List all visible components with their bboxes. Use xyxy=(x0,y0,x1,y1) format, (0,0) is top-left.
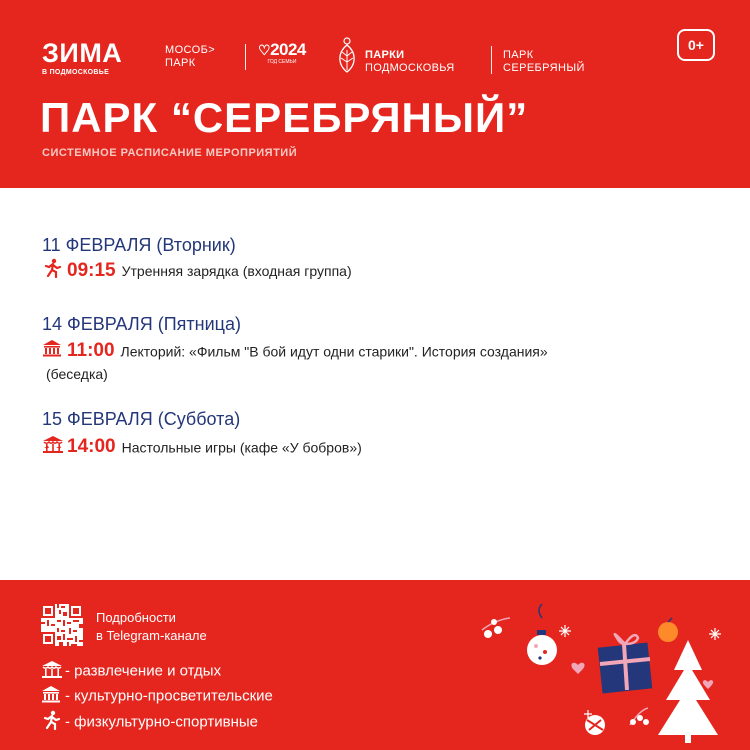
legend-label: - развлечение и отдых xyxy=(65,662,222,680)
museum-icon xyxy=(42,339,62,363)
heart-icon: ♡ xyxy=(258,42,271,58)
silver-line1: ПАРК xyxy=(503,49,534,61)
event-time: 09:15 xyxy=(67,260,116,281)
footer-banner xyxy=(0,580,750,750)
event-row xyxy=(42,339,722,363)
zima-logo-subtitle: В ПОДМОСКОВЬЕ xyxy=(42,69,110,76)
telegram-line1: Подробности xyxy=(96,610,176,625)
parks-tree-icon xyxy=(334,36,360,79)
event-row xyxy=(42,258,722,284)
year-label: 2024 xyxy=(270,40,306,59)
winter-decoration xyxy=(470,590,740,750)
day-heading: 11 ФЕВРАЛЯ (Вторник) xyxy=(42,235,236,255)
mosobpark-logo xyxy=(165,44,215,70)
year-sub-label: ГОД СЕМЬИ xyxy=(267,59,297,65)
page-subtitle: СИСТЕМНОЕ РАСПИСАНИЕ МЕРОПРИЯТИЙ xyxy=(42,147,298,159)
parks-line2: ПОДМОСКОВЬЯ xyxy=(365,62,455,74)
mosobpark-line1: МОСОБ> xyxy=(165,44,216,56)
runner-icon xyxy=(41,710,61,735)
legend-item xyxy=(41,710,258,735)
museum-icon xyxy=(41,685,61,708)
zima-logo-title: ЗИМА xyxy=(42,38,123,68)
event-row xyxy=(42,435,722,459)
silver-park-logo xyxy=(503,49,585,75)
christmas-tree-icon xyxy=(658,640,718,743)
header-banner xyxy=(0,0,750,188)
mosobpark-line2: ПАРК xyxy=(165,57,196,69)
silver-line2: СЕРЕБРЯНЫЙ xyxy=(503,62,585,74)
event-time: 14:00 xyxy=(67,436,116,458)
qr-code[interactable] xyxy=(41,604,83,646)
event-description: Настольные игры (кафе «У бобров») xyxy=(121,439,362,456)
legend-label: - физкультурно-спортивные xyxy=(65,713,258,731)
telegram-line2: в Telegram-канале xyxy=(96,628,207,643)
runner-icon xyxy=(42,258,62,284)
berries-icon xyxy=(482,618,510,638)
candy-icon xyxy=(585,715,605,735)
telegram-link[interactable] xyxy=(96,609,207,645)
event-time: 11:00 xyxy=(67,340,115,362)
legend-item xyxy=(41,660,221,683)
event-description: Лекторий: «Фильм "В бой идут одни старики". История создания» xyxy=(120,343,548,360)
event-description-continued: (беседка) xyxy=(46,366,108,382)
logo-divider xyxy=(491,46,492,74)
zima-logo xyxy=(42,40,122,76)
age-rating-badge: 0+ xyxy=(677,29,715,61)
event-description: Утренняя зарядка (входная группа) xyxy=(121,263,352,279)
legend-item xyxy=(41,685,273,708)
ornament-icon xyxy=(527,604,557,665)
parks-logo xyxy=(365,49,454,75)
day-heading: 14 ФЕВРАЛЯ (Пятница) xyxy=(42,314,241,334)
page-title: ПАРК “СЕРЕБРЯНЫЙ” xyxy=(40,94,529,141)
carousel-icon xyxy=(42,435,62,459)
carousel-icon xyxy=(41,660,61,683)
legend-label: - культурно-просветительские xyxy=(65,687,273,705)
logo-divider xyxy=(245,44,246,70)
year-of-family-logo xyxy=(258,41,306,66)
day-heading: 15 ФЕВРАЛЯ (Суббота) xyxy=(42,409,241,429)
gift-icon xyxy=(598,634,653,693)
parks-line1: ПАРКИ xyxy=(365,49,405,61)
